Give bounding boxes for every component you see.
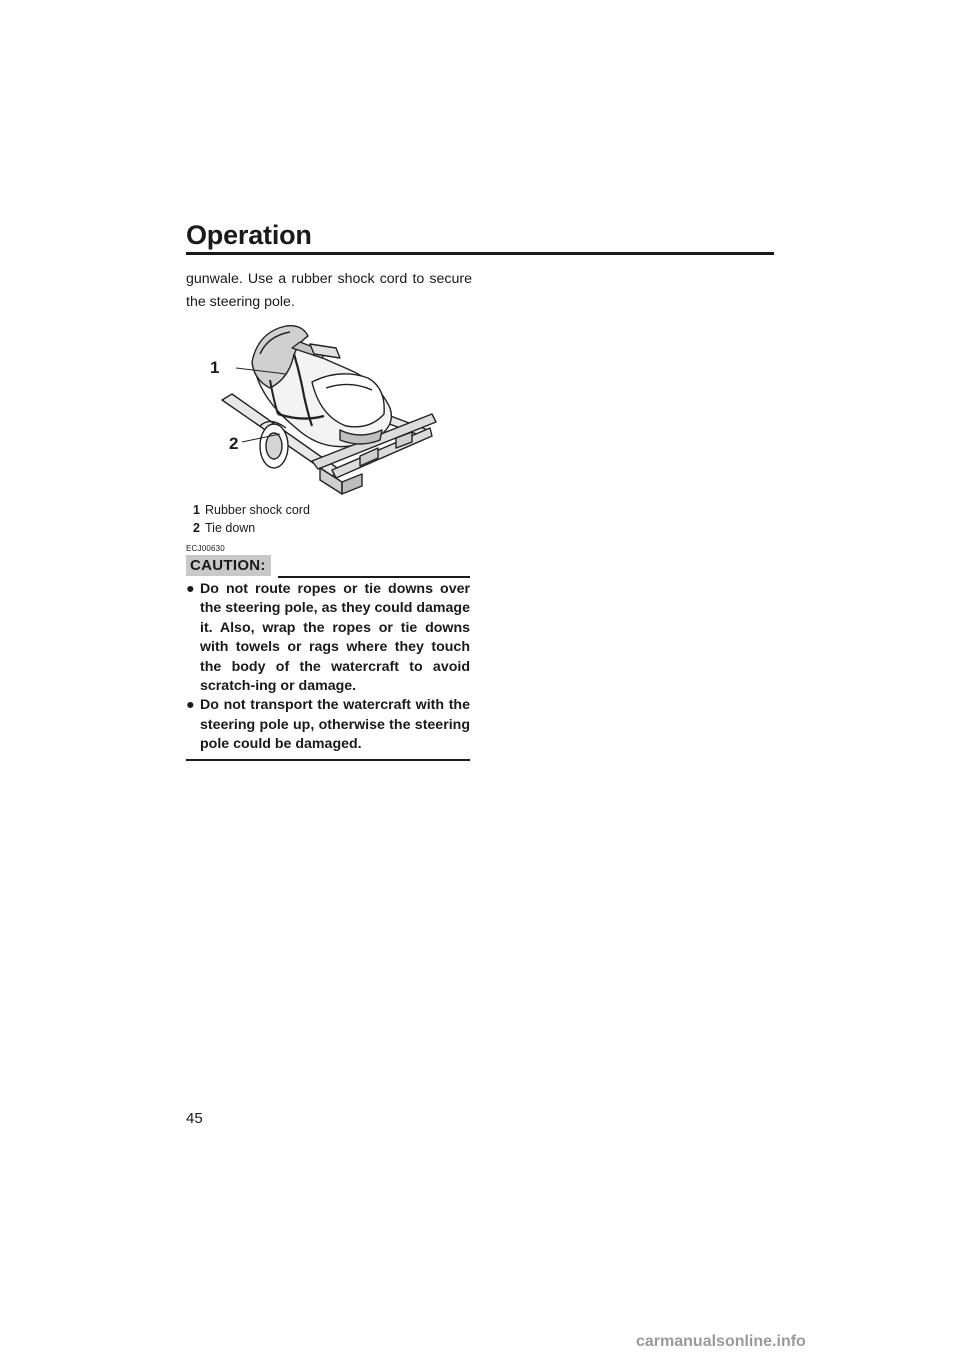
page-number: 45 bbox=[186, 1110, 203, 1127]
legend-item bbox=[186, 501, 310, 519]
callout-1: 1 bbox=[210, 358, 220, 377]
caution-list bbox=[186, 580, 470, 755]
legend-label: Tie down bbox=[205, 521, 256, 535]
title-rule bbox=[186, 252, 774, 255]
caution-bottom-rule bbox=[186, 759, 470, 761]
legend-item bbox=[186, 519, 310, 537]
caution-label: CAUTION: bbox=[186, 555, 271, 576]
legend-number: 1 bbox=[193, 503, 200, 517]
bullet-icon: ● bbox=[186, 697, 195, 714]
watermark: carmanualsonline.info bbox=[636, 1333, 806, 1350]
legend-number: 2 bbox=[193, 521, 200, 535]
caution-item-text: Do not transport the watercraft with the steering pole up, otherwise the steering pole could be damaged. bbox=[200, 697, 470, 753]
caution-item-text: Do not route ropes or tie downs over the steering pole, as they could damage it. Also, wrap the ropes or tie downs with towels or rags where they touch the body of the watercraft to avoid scratch-ing or damage. bbox=[200, 581, 470, 695]
bullet-icon: ● bbox=[186, 581, 195, 597]
page-title: Operation bbox=[186, 220, 312, 250]
legend-label: Rubber shock cord bbox=[205, 503, 310, 517]
reference-code: ECJ00630 bbox=[186, 544, 225, 553]
callout-2: 2 bbox=[229, 434, 239, 453]
caution-top-rule bbox=[278, 576, 470, 578]
caution-item bbox=[186, 696, 470, 754]
figure-legend bbox=[186, 501, 310, 537]
intro-paragraph: gunwale. Use a rubber shock cord to secure the steering pole. bbox=[186, 271, 472, 310]
watercraft-trailer-illustration bbox=[200, 318, 460, 498]
caution-item bbox=[186, 580, 470, 696]
